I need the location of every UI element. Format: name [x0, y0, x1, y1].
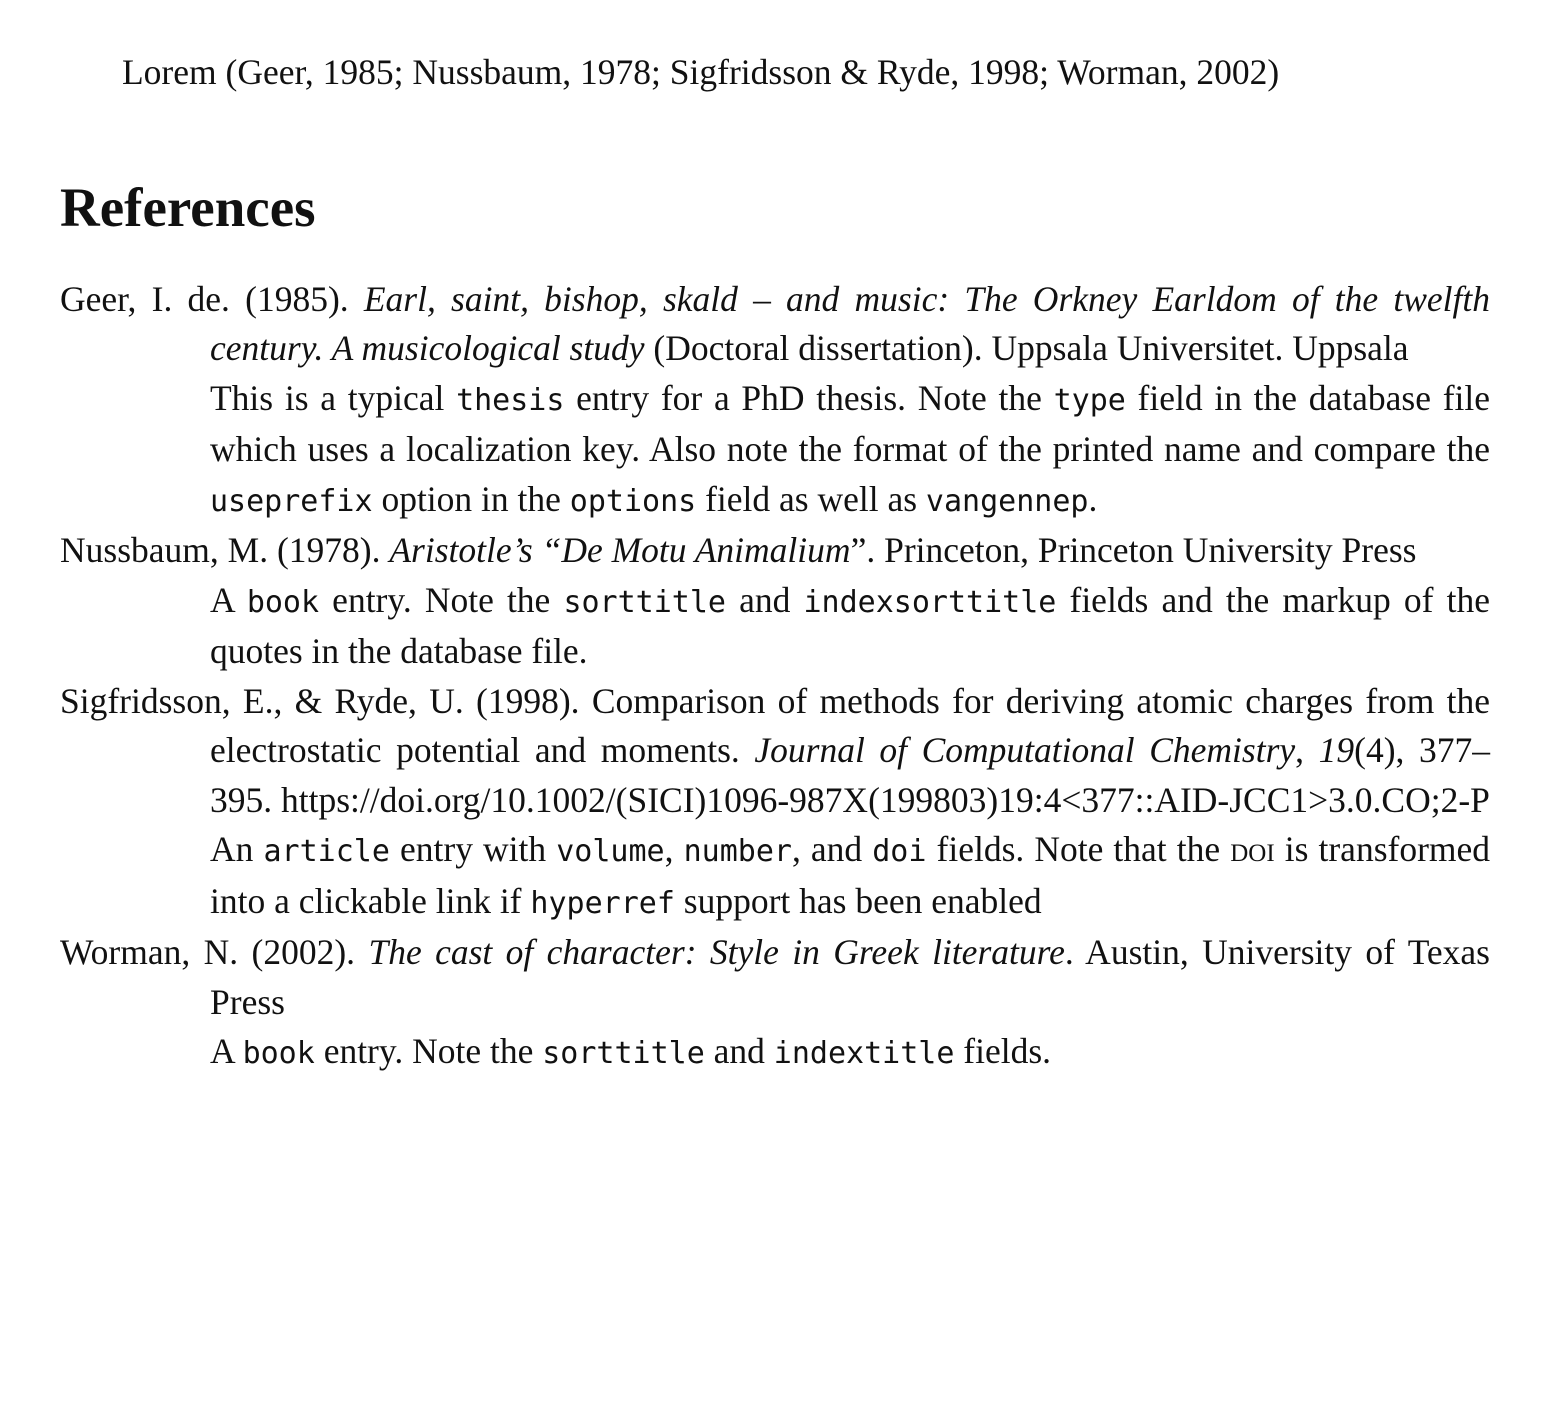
code-term: doi [872, 834, 927, 869]
bibliography [60, 275, 1490, 1079]
intro-lead: Lorem ( [122, 52, 238, 92]
entry-author: Geer, I. de. (1985). [60, 278, 364, 319]
code-term: sorttitle [563, 584, 726, 620]
bib-entry-worman [60, 928, 1490, 1079]
entry-annotation: A book entry. Note the sorttitle and indextitle fields. [210, 1031, 1052, 1071]
code-term: hyperref [530, 885, 675, 921]
entry-title: Earl, saint, bishop, skald – and music: The Orkney Earldom of the twelfth century. A musicological study [210, 278, 1490, 368]
code-term: indextitle [773, 1036, 955, 1071]
code-term: article [263, 834, 390, 869]
code-term: sorttitle [542, 1036, 705, 1071]
entry-title: The cast of character: Style in Greek literature [368, 932, 1065, 972]
entry-volume: 19 [1318, 730, 1355, 770]
entry-title: Comparison of methods for deriving atomic charges from the electrostatic potential and moments. [210, 680, 1490, 770]
entry-annotation: A book entry. Note the sorttitle and indexsorttitle fields and the markup of the quotes in the database file. [210, 579, 1490, 671]
citation-sigfridsson[interactable]: Sigfridsson & Ryde, 1998 [669, 52, 1040, 92]
code-term: indexsorttitle [803, 584, 1057, 620]
entry-author: Worman, N. (2002). [60, 932, 369, 972]
bib-entry-nussbaum [60, 526, 1490, 677]
bib-entry-main [60, 275, 1490, 374]
references-heading: References [60, 176, 316, 238]
code-term: number [683, 834, 792, 869]
bib-entry-main [60, 526, 1490, 576]
bib-entry-sigfridsson [60, 677, 1490, 929]
bib-entry-main: Sigfridsson, E., & Ryde, U. (1998). Comparison of methods for deriving atomic charges from the electrostatic potential and moments. Journal of Computational Chemistry, 19(4), 377–395. https://doi.org/10.1002/(SICI)1096-987X(199803)19:4<377::AID-JCC1>3.0.CO;2-P [60, 680, 1490, 820]
code-term: type [1053, 382, 1126, 418]
code-term: volume [556, 834, 665, 869]
document-page [60, 48, 1490, 1079]
citation-worman[interactable]: Worman, 2002 [1057, 52, 1268, 92]
code-term: thesis [456, 382, 565, 418]
entry-annotation: This is a typical thesis entry for a PhD thesis. Note the type field in the database file which uses a localization key. Also note the format of the printed name and compare the useprefix option in the options field as well as vangennep. [210, 377, 1491, 519]
code-term: vangennep [925, 483, 1089, 519]
citation-geer[interactable]: Geer, 1985 [237, 52, 394, 92]
entry-rest: (4), 377–395. [210, 730, 1490, 820]
doi-link[interactable]: https://doi.org/10.1002/(SICI)1096-987X(199803)19:4<377::AID-JCC1>3.0.CO;2-P [281, 779, 1490, 820]
entry-rest: . Austin, University of Texas Press [210, 932, 1491, 1022]
bib-entry-main [60, 928, 1491, 1027]
entry-author: Nussbaum, M. (1978). [60, 530, 390, 570]
entry-rest: (Doctoral dissertation). Uppsala Universitet. Uppsala [644, 328, 1409, 368]
entry-title: Aristotle’s “De Motu Animalium [389, 530, 851, 570]
intro-paragraph: Lorem (Geer, 1985; Nussbaum, 1978; Sigfridsson & Ryde, 1998; Worman, 2002) [122, 52, 1280, 92]
citation-nussbaum[interactable]: Nussbaum, 1978 [412, 52, 652, 92]
intro-close: ) [1267, 52, 1280, 92]
small-caps-term: doi [1230, 829, 1275, 869]
bib-entry-geer [60, 275, 1490, 527]
code-term: book [246, 584, 320, 620]
entry-journal: Journal of Computational Chemistry [754, 730, 1296, 770]
code-term: options [569, 483, 697, 519]
code-term: useprefix [210, 483, 373, 519]
entry-annotation: An article entry with volume, number, and doi fields. Note that the doi is transformed into a clickable link if hyperref support has been enabled [210, 829, 1491, 921]
entry-rest: ”. Princeton, Princeton University Press [850, 530, 1417, 570]
code-term: book [242, 1036, 315, 1071]
entry-author: Sigfridsson, E., & Ryde, U. (1998). [60, 680, 592, 721]
